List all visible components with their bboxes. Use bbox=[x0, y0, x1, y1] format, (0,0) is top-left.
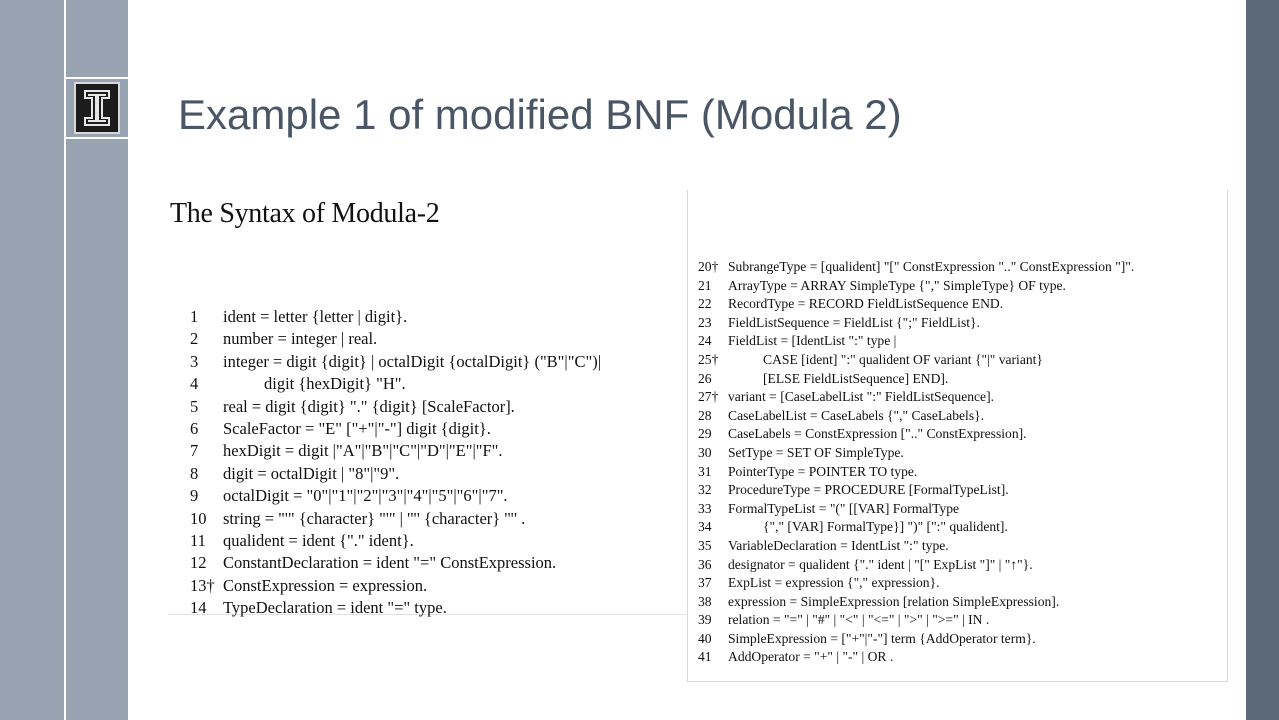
rule-number: 35 bbox=[698, 537, 712, 553]
rule-text: PointerType = POINTER TO type. bbox=[728, 463, 918, 479]
rule-number: 5 bbox=[190, 396, 199, 416]
rule-number: 27† bbox=[698, 389, 719, 405]
university-logo bbox=[66, 77, 128, 139]
rule-text: [ELSE FieldListSequence] END]. bbox=[763, 370, 949, 386]
rule-text: SubrangeType = [qualident] "[" ConstExpression ".." ConstExpression "]". bbox=[728, 259, 1135, 274]
rule-number: 29 bbox=[698, 426, 712, 442]
rule-number: 11 bbox=[190, 530, 206, 550]
rule-text: expression = SimpleExpression [relation SimpleExpression]. bbox=[728, 593, 1060, 609]
rule-number: 38 bbox=[698, 593, 712, 609]
rule-text: TypeDeclaration = ident "=" type. bbox=[223, 598, 447, 618]
rule-text: integer = digit {digit} | octalDigit {octalDigit} ("B"|"C")| bbox=[223, 351, 601, 371]
rule-number: 3 bbox=[190, 351, 199, 371]
slide-title: Example 1 of modified BNF (Modula 2) bbox=[178, 91, 902, 138]
rule-text: ident = letter {letter | digit}. bbox=[223, 307, 408, 326]
rule-number: 31 bbox=[698, 463, 712, 479]
rule-number: 30 bbox=[698, 444, 712, 460]
rule-text: SimpleExpression = ["+"|"-"] term {AddOperator term}. bbox=[728, 630, 1036, 646]
syntax-scan-right bbox=[687, 190, 1228, 682]
rule-number: 20† bbox=[698, 259, 719, 274]
rule-number: 12 bbox=[190, 553, 207, 573]
rule-text: relation = "=" | "#" | "<" | "<=" | ">" | ">=" | IN . bbox=[728, 612, 990, 628]
rule-text: AddOperator = "+" | "-" | OR . bbox=[728, 649, 894, 665]
rule-text: octalDigit = "0"|"1"|"2"|"3"|"4"|"5"|"6"|"7". bbox=[223, 486, 508, 506]
syntax-scan-left bbox=[168, 190, 686, 618]
rule-number: 9 bbox=[190, 486, 199, 506]
rule-number: 14 bbox=[190, 598, 207, 618]
rule-text: real = digit {digit} "." {digit} [ScaleFactor]. bbox=[223, 396, 515, 416]
rule-text: digit = octalDigit | "8"|"9". bbox=[223, 463, 400, 483]
rule-text: qualident = ident {"." ident}. bbox=[223, 530, 414, 550]
rule-text: SetType = SET OF SimpleType. bbox=[728, 444, 904, 460]
rule-number: 41 bbox=[698, 649, 712, 665]
rule-number: 8 bbox=[190, 463, 199, 483]
rule-text: ArrayType = ARRAY SimpleType {"," SimpleType} OF type. bbox=[728, 277, 1066, 293]
rule-number: 22 bbox=[698, 296, 712, 312]
rule-number: 7 bbox=[190, 441, 199, 461]
rule-text: ProcedureType = PROCEDURE [FormalTypeList]. bbox=[728, 482, 1009, 498]
rule-text: variant = [CaseLabelList ":" FieldListSequence]. bbox=[728, 389, 995, 405]
rule-number: 34 bbox=[698, 519, 712, 535]
rule-text: designator = qualident {"." ident | "[" ExpList "]" | "↑"}. bbox=[728, 556, 1033, 572]
rule-text: FormalTypeList = "(" [[VAR] FormalType bbox=[728, 500, 960, 516]
rule-text: RecordType = RECORD FieldListSequence END. bbox=[728, 296, 1004, 312]
rule-text: FieldList = [IdentList ":" type | bbox=[728, 333, 897, 349]
rule-number: 26 bbox=[698, 370, 712, 386]
rule-text: CASE [ident] ":" qualident OF variant {"|" variant} bbox=[763, 351, 1043, 367]
rule-number: 10 bbox=[190, 508, 207, 528]
rule-number: 25† bbox=[698, 351, 719, 367]
rule-text: {"," [VAR] FormalType}] ")" [":" qualident]. bbox=[763, 519, 1008, 535]
rule-text: CaseLabelList = CaseLabels {"," CaseLabels}. bbox=[728, 407, 985, 423]
rule-number: 13† bbox=[190, 575, 215, 595]
rule-number: 24 bbox=[698, 333, 712, 349]
rule-text: CaseLabels = ConstExpression [".." ConstExpression]. bbox=[728, 426, 1027, 442]
rule-text: hexDigit = digit |"A"|"B"|"C"|"D"|"E"|"F". bbox=[223, 441, 503, 461]
rule-text: ConstExpression = expression. bbox=[223, 575, 428, 595]
rule-text: VariableDeclaration = IdentList ":" type. bbox=[728, 537, 949, 553]
rule-number: 33 bbox=[698, 500, 712, 516]
block-i-icon bbox=[74, 82, 120, 134]
rule-text: FieldListSequence = FieldList {";" FieldList}. bbox=[728, 314, 980, 330]
rule-text: number = integer | real. bbox=[223, 329, 378, 349]
rule-number: 1 bbox=[190, 307, 199, 326]
rule-number: 23 bbox=[698, 314, 712, 330]
rule-number: 40 bbox=[698, 630, 712, 646]
rule-text: ConstantDeclaration = ident "=" ConstExpression. bbox=[223, 553, 557, 573]
rule-number: 36 bbox=[698, 556, 712, 572]
rule-number: 39 bbox=[698, 612, 712, 628]
rule-number: 6 bbox=[190, 418, 199, 438]
rule-text: ExpList = expression {"," expression}. bbox=[728, 575, 940, 591]
rule-text: string = "'" {character} "'" | '"' {character} '"' . bbox=[223, 508, 526, 528]
block-i-glyph bbox=[82, 88, 112, 128]
rule-number: 21 bbox=[698, 277, 712, 293]
rule-number: 37 bbox=[698, 575, 712, 591]
rule-text: digit {hexDigit} "H". bbox=[264, 374, 406, 394]
rule-number: 4 bbox=[190, 374, 199, 394]
rule-number: 28 bbox=[698, 407, 712, 423]
rule-number: 2 bbox=[190, 329, 199, 349]
rule-number: 32 bbox=[698, 482, 712, 498]
right-decorative-band bbox=[1246, 0, 1279, 720]
scan-heading: The Syntax of Modula-2 bbox=[170, 198, 440, 229]
rule-text: ScaleFactor = "E" ["+"|"-"] digit {digit}. bbox=[223, 418, 491, 438]
